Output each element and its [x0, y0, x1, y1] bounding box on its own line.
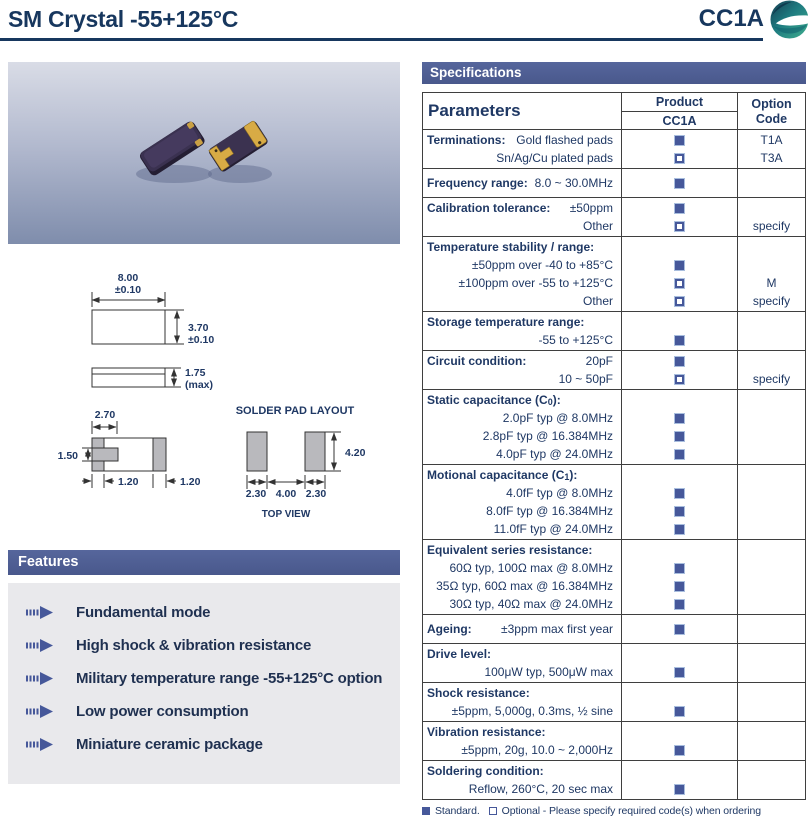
spec-param-label: Equivalent series resistance:	[427, 543, 593, 557]
arrow-bullet-icon	[26, 738, 53, 751]
product-mark-cell	[621, 169, 737, 197]
standard-mark-icon	[675, 204, 684, 213]
spec-code-line	[738, 559, 805, 577]
spec-mark-line	[622, 174, 737, 192]
spec-code-line	[738, 256, 805, 274]
features-section-header: Features	[8, 550, 400, 575]
spec-param-line	[423, 484, 621, 502]
feature-item	[26, 662, 400, 695]
feature-item	[26, 695, 400, 728]
product-mark-cell	[621, 722, 737, 760]
spec-mark-line	[622, 595, 737, 613]
standard-mark-icon	[675, 432, 684, 441]
spec-param-label: Frequency range:	[427, 176, 528, 190]
spec-mark-line	[622, 274, 737, 292]
spec-mark-line	[622, 663, 737, 681]
standard-mark-icon	[675, 785, 684, 794]
spec-param-value: 8.0 ~ 30.0MHz	[534, 176, 613, 190]
spec-code-line	[738, 541, 805, 559]
spec-code-line: specify	[752, 294, 791, 308]
standard-mark-icon	[422, 807, 430, 815]
spec-mark-line	[622, 541, 737, 559]
option-code-cell	[737, 722, 805, 760]
spec-row	[423, 722, 805, 761]
spec-code-line	[738, 427, 805, 445]
spec-param-value: 2.0pF typ @ 8.0MHz	[502, 411, 613, 425]
legend-optional-text: Optional - Please specify required code(s) when ordering	[501, 805, 762, 817]
arrow-bullet-icon	[26, 606, 53, 619]
spec-param-line	[423, 352, 621, 370]
feature-item	[26, 728, 400, 761]
spec-mark-line	[622, 256, 737, 274]
spec-row	[423, 130, 805, 169]
parameter-cell	[423, 198, 621, 236]
spec-param-line	[423, 559, 621, 577]
dim-body-height: 3.70	[188, 322, 209, 334]
parameter-cell	[423, 390, 621, 464]
product-mark-cell	[621, 465, 737, 539]
spec-param-line	[423, 445, 621, 463]
spec-code-line	[738, 238, 805, 256]
product-mark-cell	[621, 312, 737, 350]
spec-param-line	[423, 702, 621, 720]
spec-mark-line	[622, 352, 737, 370]
spec-param-label: Calibration tolerance:	[427, 201, 551, 215]
spec-code-line	[738, 741, 805, 759]
spec-param-line	[423, 199, 621, 217]
spec-param-line	[423, 541, 621, 559]
spec-param-line	[423, 663, 621, 681]
spec-param-label: Drive level:	[427, 647, 492, 661]
spec-param-line	[423, 313, 621, 331]
spec-param-line	[423, 741, 621, 759]
spec-code-line	[738, 391, 805, 409]
option-code-cell	[737, 615, 805, 643]
spec-param-label: ):	[552, 393, 561, 407]
spec-row	[423, 198, 805, 237]
product-code: CC1A	[698, 5, 764, 32]
feature-text: Low power consumption	[76, 703, 249, 720]
spec-param-value: ±50ppm over -40 to +85°C	[471, 258, 613, 272]
standard-mark-icon	[675, 746, 684, 755]
optional-mark-icon	[489, 807, 497, 815]
spec-param-value: 60Ω typ, 100Ω max @ 8.0MHz	[449, 561, 613, 575]
option-code-cell	[737, 683, 805, 721]
spec-param-line	[423, 238, 621, 256]
spec-mark-line	[622, 427, 737, 445]
spec-code-line	[738, 620, 805, 638]
spec-param-label: Temperature stability / range:	[427, 240, 595, 254]
features-list	[8, 583, 400, 784]
option-code-cell	[737, 237, 805, 311]
product-mark-cell	[621, 198, 737, 236]
spec-param-line	[423, 256, 621, 274]
spec-param-line	[423, 331, 621, 349]
spec-param-line	[423, 427, 621, 445]
spec-row	[423, 465, 805, 540]
spec-table-body	[423, 130, 805, 799]
optional-mark-icon	[675, 375, 684, 384]
optional-mark-icon	[675, 222, 684, 231]
spec-param-value: 30Ω typ, 40Ω max @ 24.0MHz	[449, 597, 613, 611]
option-code-cell	[737, 644, 805, 682]
spec-mark-line	[622, 502, 737, 520]
spec-param-value: 4.0fF typ @ 8.0MHz	[506, 486, 613, 500]
dim-solder-left-pad: 2.30	[245, 488, 267, 500]
spec-param-value: ±3ppm max first year	[501, 622, 613, 636]
legend-standard-text: Standard.	[435, 805, 480, 817]
option-code-cell	[737, 198, 805, 236]
parameter-cell	[423, 722, 621, 760]
spec-mark-line	[622, 238, 737, 256]
option-code-cell	[737, 130, 805, 168]
spec-mark-line	[622, 577, 737, 595]
spec-code-line	[738, 595, 805, 613]
spec-mark-line	[622, 199, 737, 217]
feature-item	[26, 629, 400, 662]
spec-param-label: Ageing:	[427, 622, 472, 636]
feature-text: Military temperature range -55+125°C option	[76, 670, 383, 687]
spec-param-value: Gold flashed pads	[516, 133, 613, 147]
standard-mark-icon	[675, 450, 684, 459]
specifications-section	[422, 62, 806, 817]
spec-mark-line	[622, 780, 737, 798]
spec-mark-line	[622, 723, 737, 741]
dim-solder-right-pad: 2.30	[305, 488, 327, 500]
spec-mark-line	[622, 445, 737, 463]
spec-param-line	[423, 620, 621, 638]
spec-param-line	[423, 466, 621, 484]
standard-mark-icon	[675, 564, 684, 573]
standard-mark-icon	[675, 261, 684, 270]
arrow-bullet-icon	[26, 672, 53, 685]
spec-mark-line	[622, 391, 737, 409]
spec-table-header	[423, 93, 805, 130]
spec-param-value: ±100ppm over -55 to +125°C	[458, 276, 613, 290]
spec-param-value: Other	[582, 294, 613, 308]
product-mark-cell	[621, 237, 737, 311]
crystal-packages-image	[8, 62, 400, 244]
spec-code-line	[738, 645, 805, 663]
standard-mark-icon	[675, 414, 684, 423]
spec-row	[423, 312, 805, 351]
optional-mark-icon	[675, 279, 684, 288]
arrow-bullet-icon	[26, 705, 53, 718]
spec-param-subscript: 0	[547, 397, 553, 407]
parameter-cell	[423, 169, 621, 197]
spec-code-line: M	[766, 276, 777, 290]
spec-row	[423, 351, 805, 390]
feature-text: Fundamental mode	[76, 604, 211, 621]
spec-code-line	[738, 723, 805, 741]
spec-param-value: Sn/Ag/Cu plated pads	[496, 151, 613, 165]
spec-param-label: Storage temperature range:	[427, 315, 585, 329]
specifications-section-header: Specifications	[422, 62, 806, 84]
standard-mark-icon	[675, 525, 684, 534]
optional-mark-icon	[675, 154, 684, 163]
spec-param-line	[423, 520, 621, 538]
dim-right-pad-width: 1.20	[180, 476, 201, 488]
column-header-product-label: Product	[622, 93, 737, 112]
spec-row	[423, 615, 805, 644]
product-mark-cell	[621, 644, 737, 682]
standard-mark-icon	[675, 625, 684, 634]
spec-param-line	[423, 409, 621, 427]
spec-param-value: 20pF	[585, 354, 613, 368]
spec-param-line	[423, 762, 621, 780]
dim-pad-height: 4.20	[345, 447, 366, 459]
standard-mark-icon	[675, 582, 684, 591]
spec-code-line	[738, 199, 805, 217]
spec-code-line: specify	[752, 372, 791, 386]
spec-row	[423, 169, 805, 198]
spec-code-line: T3A	[760, 151, 783, 165]
spec-param-label: Shock resistance:	[427, 686, 530, 700]
spec-param-line	[423, 780, 621, 798]
spec-code-line	[738, 577, 805, 595]
spec-param-line	[423, 577, 621, 595]
spec-param-line	[423, 292, 621, 310]
column-header-product-model: CC1A	[662, 114, 697, 128]
spec-param-line	[423, 723, 621, 741]
spec-param-label: Circuit condition:	[427, 354, 527, 368]
feature-text: Miniature ceramic package	[76, 736, 263, 753]
spec-param-value: ±50ppm	[569, 201, 613, 215]
spec-mark-line	[622, 131, 737, 149]
spec-code-line: T1A	[760, 133, 783, 147]
spec-row	[423, 644, 805, 683]
standard-mark-icon	[675, 600, 684, 609]
column-header-option-code: Option Code	[737, 93, 805, 130]
spec-code-line	[738, 352, 805, 370]
spec-mark-line	[622, 292, 737, 310]
parameter-cell	[423, 540, 621, 614]
standard-mark-icon	[675, 668, 684, 677]
spec-mark-line	[622, 762, 737, 780]
dim-body-height-tol: ±0.10	[188, 334, 215, 346]
spec-code-line	[738, 331, 805, 349]
spec-param-subscript: 1	[564, 472, 570, 482]
product-mark-cell	[621, 130, 737, 168]
spec-mark-line	[622, 370, 737, 388]
spec-param-line	[423, 645, 621, 663]
spec-mark-line	[622, 559, 737, 577]
header-divider	[0, 38, 763, 41]
spec-mark-line	[622, 217, 737, 235]
spec-param-value: 8.0fF typ @ 16.384MHz	[486, 504, 613, 518]
spec-mark-line	[622, 331, 737, 349]
spec-code-line: specify	[752, 219, 791, 233]
spec-mark-line	[622, 620, 737, 638]
spec-code-line	[738, 762, 805, 780]
arrow-bullet-icon	[26, 639, 53, 652]
spec-param-label: Vibration resistance:	[427, 725, 546, 739]
spec-mark-line	[622, 645, 737, 663]
option-code-cell	[737, 761, 805, 799]
standard-mark-icon	[675, 136, 684, 145]
feature-item	[26, 596, 400, 629]
product-mark-cell	[621, 540, 737, 614]
spec-param-line	[423, 174, 621, 192]
spec-row	[423, 540, 805, 615]
spec-row	[423, 683, 805, 722]
spec-mark-line	[622, 313, 737, 331]
spec-param-line	[423, 502, 621, 520]
spec-param-value: 11.0fF typ @ 24.0MHz	[493, 522, 613, 536]
feature-text: High shock & vibration resistance	[76, 637, 312, 654]
spec-param-label: Soldering condition:	[427, 764, 544, 778]
spec-code-line	[738, 520, 805, 538]
spec-param-value: 10 ~ 50pF	[558, 372, 613, 386]
dim-body-width: 8.00	[117, 272, 139, 284]
top-view-caption: TOP VIEW	[261, 509, 311, 520]
column-header-product	[621, 93, 737, 130]
spec-param-value: -55 to +125°C	[538, 333, 613, 347]
spec-param-value: ±5ppm, 5,000g, 0.3ms, ½ sine	[451, 704, 613, 718]
globe-logo-icon	[770, 0, 808, 39]
optional-mark-icon	[675, 297, 684, 306]
spec-mark-line	[622, 520, 737, 538]
parameter-cell	[423, 465, 621, 539]
page-title: SM Crystal -55+125°C	[8, 6, 239, 32]
dim-body-width-tol: ±0.10	[114, 284, 142, 296]
parameter-cell	[423, 351, 621, 389]
spec-param-line	[423, 391, 621, 409]
spec-row	[423, 761, 805, 799]
spec-row	[423, 237, 805, 312]
spec-param-value: ±5ppm, 20g, 10.0 ~ 2,000Hz	[461, 743, 613, 757]
spec-param-value: 4.0pF typ @ 24.0MHz	[496, 447, 613, 461]
option-code-cell	[737, 312, 805, 350]
spec-param-line	[423, 595, 621, 613]
spec-param-line	[423, 370, 621, 388]
spec-param-value: Other	[582, 219, 613, 233]
dim-thickness-note: (max)	[185, 379, 214, 391]
parameter-cell	[423, 237, 621, 311]
spec-param-value: Reflow, 260°C, 20 sec max	[468, 782, 613, 796]
spec-param-label: Static capacitance (C	[427, 393, 548, 407]
standard-mark-icon	[675, 336, 684, 345]
product-mark-cell	[621, 683, 737, 721]
dim-pad-span: 2.70	[94, 409, 116, 421]
product-mark-cell	[621, 351, 737, 389]
column-header-parameters: Parameters	[428, 101, 521, 120]
standard-mark-icon	[675, 707, 684, 716]
dim-tab-width: 1.50	[57, 450, 78, 462]
spec-mark-line	[622, 741, 737, 759]
spec-param-value: 2.8pF typ @ 16.384MHz	[482, 429, 613, 443]
spec-code-line	[738, 780, 805, 798]
parameter-cell	[423, 615, 621, 643]
spec-code-line	[738, 702, 805, 720]
spec-param-label: Terminations:	[427, 133, 506, 147]
spec-param-line	[423, 274, 621, 292]
dim-solder-gap: 4.00	[275, 488, 297, 500]
standard-mark-icon	[675, 507, 684, 516]
option-code-cell	[737, 351, 805, 389]
spec-code-line	[738, 484, 805, 502]
spec-param-line	[423, 131, 621, 149]
table-legend	[422, 805, 806, 817]
option-code-cell	[737, 465, 805, 539]
spec-mark-line	[622, 484, 737, 502]
spec-param-label: ):	[569, 468, 578, 482]
option-code-cell	[737, 169, 805, 197]
spec-code-line	[738, 313, 805, 331]
spec-param-value: 35Ω typ, 60Ω max @ 16.384MHz	[436, 579, 613, 593]
parameter-cell	[423, 644, 621, 682]
spec-param-label: Motional capacitance (C	[427, 468, 565, 482]
spec-mark-line	[622, 149, 737, 167]
product-photo	[8, 62, 400, 244]
parameter-cell	[423, 761, 621, 799]
spec-mark-line	[622, 466, 737, 484]
spec-param-line	[423, 217, 621, 235]
spec-code-line	[738, 409, 805, 427]
solder-pad-layout-title: SOLDER PAD LAYOUT	[235, 405, 355, 417]
spec-mark-line	[622, 409, 737, 427]
dim-thickness: 1.75	[185, 367, 206, 379]
spec-mark-line	[622, 702, 737, 720]
standard-mark-icon	[675, 489, 684, 498]
parameter-cell	[423, 130, 621, 168]
dimension-drawings	[0, 250, 410, 540]
spec-row	[423, 390, 805, 465]
spec-table	[422, 92, 806, 800]
spec-code-line	[738, 663, 805, 681]
option-code-cell	[737, 390, 805, 464]
dim-left-pad-width: 1.20	[118, 476, 139, 488]
product-mark-cell	[621, 761, 737, 799]
standard-mark-icon	[675, 179, 684, 188]
spec-param-line	[423, 149, 621, 167]
parameter-cell	[423, 312, 621, 350]
spec-code-line	[738, 174, 805, 192]
spec-code-line	[738, 466, 805, 484]
spec-code-line	[738, 684, 805, 702]
option-code-cell	[737, 540, 805, 614]
product-mark-cell	[621, 615, 737, 643]
standard-mark-icon	[675, 357, 684, 366]
parameter-cell	[423, 683, 621, 721]
spec-code-line	[738, 445, 805, 463]
spec-param-value: 100μW typ, 500μW max	[484, 665, 613, 679]
spec-param-line	[423, 684, 621, 702]
spec-mark-line	[622, 684, 737, 702]
spec-code-line	[738, 502, 805, 520]
product-mark-cell	[621, 390, 737, 464]
